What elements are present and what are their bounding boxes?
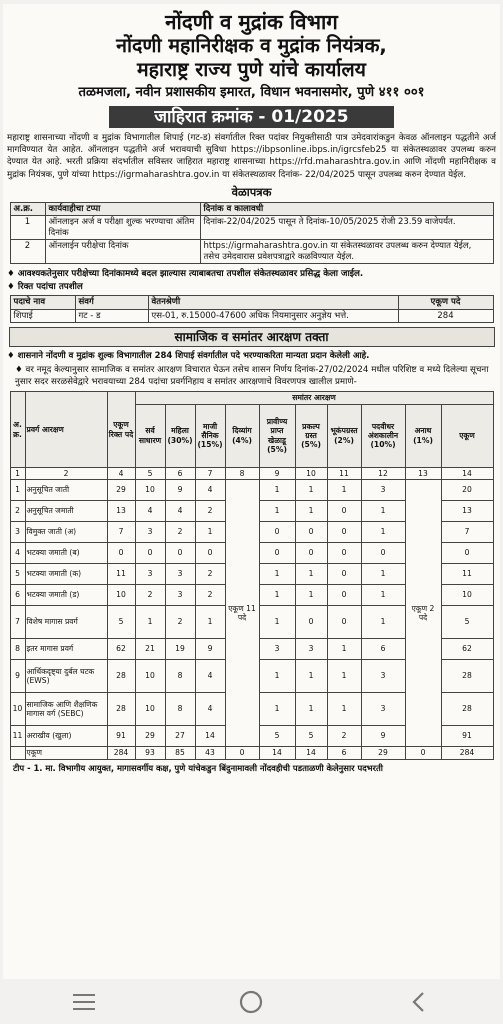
recents-button[interactable] xyxy=(64,987,104,1017)
res-header: दिव्यांग (4%) xyxy=(225,404,259,467)
schedule-table xyxy=(10,202,494,265)
table-cell: भटक्या जमाती (ब) xyxy=(25,543,107,564)
table-cell: 1 xyxy=(259,693,295,726)
table-cell: 9 xyxy=(10,660,25,693)
table-cell: 0 xyxy=(441,543,493,564)
res-header: अ. क्र. xyxy=(10,392,25,467)
total-cell: 0 xyxy=(225,747,259,759)
table-cell: 2 xyxy=(10,501,25,522)
table-cell: 2 xyxy=(195,585,225,606)
table-cell: 7 xyxy=(441,522,493,543)
res-header: माजी सैनिक (15%) xyxy=(195,404,225,467)
table-cell: 2 xyxy=(327,726,361,747)
table-cell: 1 xyxy=(361,522,405,543)
android-navigation-bar xyxy=(0,979,503,1024)
home-button[interactable] xyxy=(231,987,271,1017)
table-cell: 5 xyxy=(10,564,25,585)
table-cell: 10 xyxy=(135,660,165,693)
total-cell: 284 xyxy=(107,747,135,759)
total-cell: 14 xyxy=(295,747,327,759)
table-cell: 1 xyxy=(259,585,295,606)
table-cell: 10 xyxy=(107,585,135,606)
table-cell: 13 xyxy=(441,501,493,522)
divyang-merged-cell: एकूण 11 पदे xyxy=(225,480,259,747)
table-cell: 0 xyxy=(107,543,135,564)
table-cell: 1 xyxy=(327,660,361,693)
table-cell: 3 xyxy=(295,639,327,660)
vacancy-cell: 284 xyxy=(398,309,493,323)
table-cell: 1 xyxy=(259,501,295,522)
total-cell: 0 xyxy=(405,747,441,759)
total-cell: 93 xyxy=(135,747,165,759)
reservation-note: ♦ वर नमूद केल्यानुसार सामाजिक व समांतर आरक्षण विचारात घेऊन तसेच शासन निर्णय दिनांक-27/02/2024 मधील परिशिष्ट व मध्ये दिलेल्या सूचना नुसार सदर सरळसेवेद्वारे भरावयाच्या 284 पदांचा प्रवर्गनिहाय व समांतर आरक्षणाचे विवरणपत्र खालील प्रमाणे- xyxy=(15,365,489,388)
res-header: प्रवर्ग आरक्षण xyxy=(25,392,107,467)
back-icon xyxy=(409,990,429,1014)
table-cell: 3 xyxy=(165,564,195,585)
table-cell: 8 xyxy=(165,660,195,693)
table-cell: 4 xyxy=(165,501,195,522)
res-header: प्रावीण्य प्राप्त खेळाडू (5%) xyxy=(259,404,295,467)
table-cell: 3 xyxy=(361,660,405,693)
schedule-cell: दिनांक-22/04/2025 पासून ते दिनांक-10/05/2025 रोजी 23.59 वाजेपर्यंत. xyxy=(200,216,493,240)
table-cell: 5 xyxy=(107,606,135,639)
column-number: 8 xyxy=(225,467,259,479)
column-number: 10 xyxy=(295,467,327,479)
total-row xyxy=(10,747,493,759)
table-cell: 5 xyxy=(441,606,493,639)
total-cell: 6 xyxy=(327,747,361,759)
table-cell: 1 xyxy=(295,501,327,522)
column-number: 9 xyxy=(259,467,295,479)
column-number: 6 xyxy=(165,467,195,479)
table-cell: 29 xyxy=(135,726,165,747)
total-cell: 29 xyxy=(361,747,405,759)
table-cell: 0 xyxy=(327,564,361,585)
table-cell: 0 xyxy=(295,522,327,543)
table-cell: 1 xyxy=(295,693,327,726)
table-cell: 1 xyxy=(327,693,361,726)
table-cell: 1 xyxy=(259,480,295,501)
column-number-row xyxy=(10,467,493,479)
schedule-header: अ.क्र. xyxy=(10,202,45,216)
column-number: 2 xyxy=(25,467,107,479)
table-cell: 0 xyxy=(295,606,327,639)
table-cell: 6 xyxy=(10,585,25,606)
table-cell: 0 xyxy=(259,543,295,564)
home-icon xyxy=(238,989,264,1015)
table-cell: 4 xyxy=(135,501,165,522)
table-cell: 9 xyxy=(165,480,195,501)
column-number: 1 xyxy=(10,467,25,479)
table-cell: 4 xyxy=(10,543,25,564)
res-header: सर्व साधारण xyxy=(135,404,165,467)
res-header: एकूण xyxy=(441,404,493,467)
table-cell: 28 xyxy=(441,693,493,726)
menu-icon xyxy=(72,992,96,1012)
parallel-reservation-header: समांतर आरक्षण xyxy=(135,392,493,404)
document-page xyxy=(3,4,500,979)
reservation-title: सामाजिक व समांतर आरक्षण तक्ता xyxy=(9,327,495,347)
exam-date-note: ♦ आवश्यकतेनुसार परीक्षेच्या दिनांकामध्ये बदल झाल्यास त्याबाबतचा तपशील संकेतस्थळावर प्रसिद्ध केला जाईल. xyxy=(7,269,364,280)
vacancy-header: संवर्ग xyxy=(75,296,148,310)
table-cell: 91 xyxy=(107,726,135,747)
column-number: 14 xyxy=(441,467,493,479)
column-number: 4 xyxy=(107,467,135,479)
footnote: टीप - 1. मा. विभागीय आयुक्त, मागासवर्गीय कक्ष, पुणे यांचेकडुन बिंदुनामावली नोंदवहीची पडताळणी केलेनुसार पदभरती xyxy=(13,762,383,773)
table-cell: 1 xyxy=(295,480,327,501)
vacancy-cell: शिपाई xyxy=(10,309,75,323)
table-cell: इतर मागास प्रवर्ग xyxy=(25,639,107,660)
table-cell: 3 xyxy=(135,522,165,543)
table-cell: 21 xyxy=(135,639,165,660)
total-cell: 85 xyxy=(165,747,195,759)
res-header: भूकंपग्रस्त (2%) xyxy=(327,404,361,467)
total-cell: 284 xyxy=(441,747,493,759)
table-cell: 10 xyxy=(135,480,165,501)
res-header: पदवीधर अंशकालीन (10%) xyxy=(361,404,405,467)
table-cell: 28 xyxy=(441,660,493,693)
table-cell: 1 xyxy=(259,660,295,693)
column-number: 13 xyxy=(405,467,441,479)
schedule-header: दिनांक व कालावधी xyxy=(200,202,493,216)
table-cell: 0 xyxy=(327,501,361,522)
total-cell: 43 xyxy=(195,747,225,759)
table-cell: 2 xyxy=(165,606,195,639)
total-cell: 14 xyxy=(259,747,295,759)
res-header: एकूण रिक्त पदे xyxy=(107,392,135,467)
schedule-cell: 1 xyxy=(10,216,45,240)
table-cell: 3 xyxy=(361,480,405,501)
table-cell: 28 xyxy=(107,660,135,693)
sanction-note: ♦ शासनाने नोंदणी व मुद्रांक शुल्क विभागातील 284 शिपाई संवर्गातील पदे भरण्याकरिता मान्यता प्रदान केलेली आहे. xyxy=(7,351,370,362)
table-cell: 13 xyxy=(107,501,135,522)
table-cell: आर्थिकदृष्ट्या दुर्बल घटक (EWS) xyxy=(25,660,107,693)
table-cell: 3 xyxy=(361,693,405,726)
table-cell: 8 xyxy=(165,693,195,726)
table-cell: 62 xyxy=(441,639,493,660)
table-cell: 3 xyxy=(10,522,25,543)
table-cell: 1 xyxy=(295,585,327,606)
table-cell: 29 xyxy=(107,480,135,501)
table-cell: 0 xyxy=(165,543,195,564)
table-cell: 20 xyxy=(441,480,493,501)
table-cell: 11 xyxy=(107,564,135,585)
schedule-header: कार्यवाहीचा टप्पा xyxy=(45,202,200,216)
table-cell: 91 xyxy=(441,726,493,747)
table-cell: 2 xyxy=(165,522,195,543)
table-cell: 62 xyxy=(107,639,135,660)
schedule-row xyxy=(10,216,493,240)
vacancy-header: वेतनश्रेणी xyxy=(148,296,398,310)
table-cell: सामाजिक आणि शैक्षणिक मागास वर्ग (SEBC) xyxy=(25,693,107,726)
schedule-cell: ऑनलाईन परीक्षेचा दिनांक xyxy=(45,240,200,264)
res-header: महिला (30%) xyxy=(165,404,195,467)
department-title: नोंदणी व मुद्रांक विभाग xyxy=(165,10,338,34)
total-cell: एकूण xyxy=(25,747,107,759)
table-cell: 1 xyxy=(361,501,405,522)
column-number: 5 xyxy=(135,467,165,479)
table-cell: 27 xyxy=(165,726,195,747)
table-cell: 1 xyxy=(295,564,327,585)
schedule-cell: 2 xyxy=(10,240,45,264)
table-cell: 4 xyxy=(195,660,225,693)
vacancy-heading: ♦ रिक्त पदांचा तपशील xyxy=(7,282,83,293)
anath-merged-cell: एकूण 2 पदे xyxy=(405,480,441,747)
table-cell: 10 xyxy=(10,693,25,726)
table-cell: 4 xyxy=(195,480,225,501)
table-cell: 1 xyxy=(195,606,225,639)
table-cell: 2 xyxy=(135,585,165,606)
reservation-table-body xyxy=(10,467,493,759)
table-cell: 0 xyxy=(327,585,361,606)
table-cell: 1 xyxy=(10,480,25,501)
table-cell: 1 xyxy=(195,522,225,543)
table-cell: 28 xyxy=(107,693,135,726)
vacancy-cell: एस-01, रु.15000-47600 अधिक नियमानुसार अनुज्ञेय भत्ते. xyxy=(148,309,398,323)
table-cell: 3 xyxy=(165,585,195,606)
column-number: 12 xyxy=(361,467,405,479)
table-cell: 1 xyxy=(327,480,361,501)
table-cell: भटक्या जमाती (क) xyxy=(25,564,107,585)
table-cell: अराखीव (खुला) xyxy=(25,726,107,747)
vacancy-header: पदाचे नाव xyxy=(10,296,75,310)
table-cell: 0 xyxy=(295,543,327,564)
schedule-row xyxy=(10,240,493,264)
table-cell: 3 xyxy=(135,564,165,585)
table-cell: भटक्या जमाती (ड) xyxy=(25,585,107,606)
vacancy-row xyxy=(10,309,493,323)
table-cell: 9 xyxy=(361,726,405,747)
table-cell: 7 xyxy=(107,522,135,543)
table-cell: 7 xyxy=(10,606,25,639)
office-address: तळमजला, नवीन प्रशासकीय इमारत, विधान भवनासमोर, पुणे ४११ ००१ xyxy=(78,85,425,100)
res-header: प्रकल्प ग्रस्त (5%) xyxy=(295,404,327,467)
table-cell: 0 xyxy=(135,543,165,564)
table-cell: 4 xyxy=(195,693,225,726)
table-cell: 5 xyxy=(295,726,327,747)
office-subtitle: महाराष्ट्र राज्य पुणे यांचे कार्यालय xyxy=(137,58,366,81)
table-cell: 1 xyxy=(361,585,405,606)
table-cell: 3 xyxy=(259,639,295,660)
res-header: अनाथ (1%) xyxy=(405,404,441,467)
office-title: नोंदणी महानिरीक्षक व मुद्रांक नियंत्रक, xyxy=(116,34,387,57)
schedule-cell: https://igrmaharashtra.gov.in या संकेतस्थळावर उपलब्ध करुन देण्यात येईल, तसेच उमेदवारास प्रवेशपत्राद्वारे कळविण्यात येईल. xyxy=(200,240,493,264)
table-cell: 14 xyxy=(195,726,225,747)
table-cell: 1 xyxy=(259,564,295,585)
vacancy-header-row xyxy=(10,296,493,310)
table-cell: 5 xyxy=(259,726,295,747)
schedule-title: वेळापत्रक xyxy=(231,184,272,199)
vacancy-cell: गट - ड xyxy=(75,309,148,323)
column-number: 11 xyxy=(327,467,361,479)
table-cell: विशेष मागास प्रवर्ग xyxy=(25,606,107,639)
table-cell: 9 xyxy=(195,639,225,660)
table-cell: 1 xyxy=(295,660,327,693)
schedule-header-row xyxy=(10,202,493,216)
table-cell: 10 xyxy=(441,585,493,606)
table-cell: 0 xyxy=(327,543,361,564)
table-cell: 1 xyxy=(135,606,165,639)
vacancy-header: एकूण पदे xyxy=(398,296,493,310)
table-cell: 8 xyxy=(10,639,25,660)
table-cell: 0 xyxy=(327,606,361,639)
table-cell: 2 xyxy=(195,501,225,522)
table-cell: 11 xyxy=(441,564,493,585)
intro-paragraph: महाराष्ट्र शासनाच्या नोंदणी व मुद्रांक विभागातील शिपाई (गट-ड) संवर्गातील रिक्त पदांवर नियुक्तीसाठी पात्र उमेदवारांकडुन केवळ ऑनलाइन पद्धतीने अर्ज मागविण्यात येत आहेत. ऑनलाइन पद्धतीने अर्ज भरावयाची सुविधा https://ibpsonline.ibps.in/igrcsfeb25 या संकेतस्थळावर उपलब्ध करुन देण्यात येत आहे. भरती प्रक्रिया संदर्भातील सविस्तर जाहिरात महाराष्ट्र शासनाच्या https://rfd.maharashtra.gov.in आणि नोंदणी महानिरीक्षक व मुद्रांक नियंत्रक, पुणे यांच्या https://igrmaharashtra.gov.in या संकेतस्थळावर दिनांक- 22/04/2025 पासून उपलब्ध करुन देण्यात येईल. xyxy=(7,133,496,180)
table-cell: 2 xyxy=(195,564,225,585)
table-cell: 6 xyxy=(361,639,405,660)
table-cell: 1 xyxy=(361,606,405,639)
back-button[interactable] xyxy=(399,987,439,1017)
table-cell: अनुसूचित जमाती xyxy=(25,501,107,522)
reservation-superheader-row xyxy=(10,392,493,404)
table-cell: 10 xyxy=(135,693,165,726)
table-cell: 0 xyxy=(195,543,225,564)
column-number: 7 xyxy=(195,467,225,479)
table-cell: 0 xyxy=(361,543,405,564)
table-cell: 1 xyxy=(361,564,405,585)
table-cell: 19 xyxy=(165,639,195,660)
table-cell: विमुक्त जाती (अ) xyxy=(25,522,107,543)
table-cell xyxy=(10,747,25,759)
table-cell: 0 xyxy=(259,522,295,543)
schedule-cell: ऑनलाइन अर्ज व परीक्षा शुल्क भरण्याचा अंतिम दिनांक xyxy=(45,216,200,240)
reservation-table xyxy=(10,391,494,759)
table-cell: 1 xyxy=(327,639,361,660)
table-cell: अनुसूचित जाती xyxy=(25,480,107,501)
table-row xyxy=(10,480,493,501)
table-cell: 0 xyxy=(327,522,361,543)
vacancy-table xyxy=(10,295,494,323)
table-cell: 11 xyxy=(10,726,25,747)
table-cell: 1 xyxy=(259,606,295,639)
advertisement-number: जाहिरात क्रमांक - 01/2025 xyxy=(109,106,394,128)
